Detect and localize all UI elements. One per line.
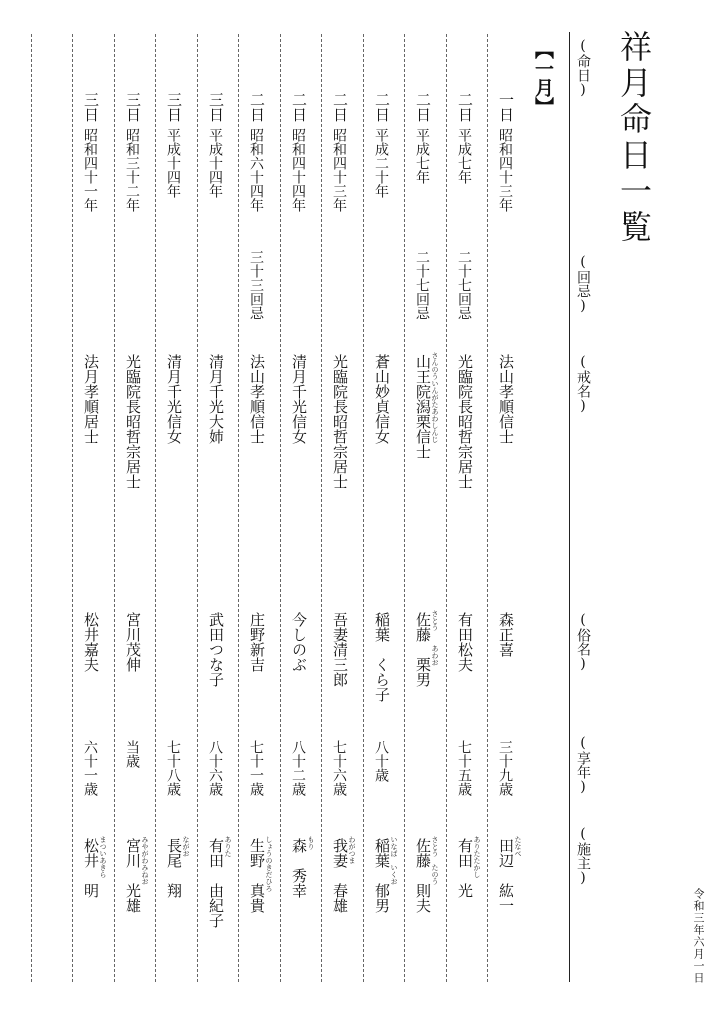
entry-kyonen: 七十一歳 — [248, 740, 264, 796]
entry-era: 平成十四年 — [165, 128, 181, 198]
entry-kaimyo: 山王院潟栗信士 — [414, 354, 432, 459]
entry-kaimyo: 法山孝順信士 — [497, 354, 515, 444]
entry-seshu: 田辺 紘一 — [497, 838, 515, 913]
row-separator — [487, 34, 488, 982]
entry-kyonen: 七十五歳 — [456, 740, 472, 796]
entry-zokumyo: 宮川茂伸 — [124, 612, 142, 672]
entry-kaimyo: 清月千光大姉 — [207, 354, 225, 444]
row-separator — [238, 34, 239, 982]
entry-day: 二日 — [290, 92, 308, 122]
entry-seshu: 生野 真貴 — [248, 838, 266, 913]
entry-zokumyo: 松井嘉夫 — [82, 612, 100, 672]
entry-day: 三日 — [165, 92, 183, 122]
entry-era: 平成七年 — [456, 128, 472, 184]
row-separator — [72, 34, 73, 982]
entry-seshu: 佐藤 則夫 — [414, 838, 432, 913]
entry-kaimyo: 法山孝順信士 — [248, 354, 266, 444]
entry-kaiki: 二十七回忌 — [414, 250, 430, 320]
entry-era: 昭和三十二年 — [124, 128, 140, 212]
entry-day: 二日 — [331, 92, 349, 122]
row-separator — [114, 34, 115, 982]
seshu-ruby: いなば いくお — [390, 836, 398, 885]
seshu-ruby: ながお — [182, 836, 190, 857]
entry-seshu: 稲葉 郁男 — [373, 838, 391, 913]
entry-kaiki: 三十三回忌 — [248, 250, 264, 320]
entry-day: 三日 — [82, 92, 100, 122]
seshu-ruby: わがつま — [348, 836, 356, 864]
entry-zokumyo: 武田つな子 — [207, 612, 225, 687]
seshu-ruby: しょうのきだひろ — [265, 836, 273, 892]
entry-zokumyo: 庄野新吉 — [248, 612, 266, 672]
entry-zokumyo: 有田松夫 — [456, 612, 474, 672]
row-separator — [404, 34, 405, 982]
document-date: 令和三年六月一日 — [692, 888, 705, 984]
entry-kyonen: 七十六歳 — [331, 740, 347, 796]
entry-seshu: 松井 明 — [82, 838, 100, 898]
seshu-ruby: さとう たのう — [431, 836, 439, 885]
entry-kaimyo: 光臨院長昭哲宗居士 — [124, 354, 142, 489]
entry-zokumyo: 森正喜 — [497, 612, 515, 657]
page-title: 祥月命日一覧 — [615, 30, 653, 246]
entry-day: 三日 — [124, 92, 142, 122]
entry-seshu: 我妻 春雄 — [331, 838, 349, 913]
entry-kyonen: 七十八歳 — [165, 740, 181, 796]
column-header-kaiki: (回忌) — [575, 254, 591, 314]
row-separator — [363, 34, 364, 982]
row-separator — [446, 34, 447, 982]
seshu-ruby: みやがわみねお — [141, 836, 149, 885]
entry-kyonen: 当歳 — [124, 740, 140, 768]
entry-era: 昭和六十四年 — [248, 128, 264, 212]
entry-kaimyo: 法月孝順居士 — [82, 354, 100, 444]
column-header-seshu: (施主) — [575, 826, 591, 886]
entry-era: 昭和四十三年 — [331, 128, 347, 212]
entry-day: 二日 — [414, 92, 432, 122]
entry-seshu: 森 秀幸 — [290, 838, 308, 898]
entry-seshu: 長尾 翔 — [165, 838, 183, 898]
entry-kyonen: 六十一歳 — [82, 740, 98, 796]
entry-kyonen: 八十六歳 — [207, 740, 223, 796]
entry-kyonen: 八十二歳 — [290, 740, 306, 796]
entry-day: 一日 — [497, 92, 515, 122]
entry-kaimyo: 清月千光信女 — [165, 354, 183, 444]
entry-kaimyo: 清月千光信女 — [290, 354, 308, 444]
entry-kaimyo: 光臨院長昭哲宗居士 — [456, 354, 474, 489]
month-heading: 【一月】 — [532, 40, 554, 116]
entry-kaimyo: 蒼山妙貞信女 — [373, 354, 391, 444]
entry-era: 平成十四年 — [207, 128, 223, 198]
entry-day: 二日 — [248, 92, 266, 122]
column-header-kaimyo: (戒名) — [575, 354, 591, 414]
kaimyo-ruby: さんのういんがたあわしんじ — [431, 352, 439, 443]
column-header-zokumyo: (俗名) — [575, 612, 591, 672]
entry-kyonen: 三十九歳 — [497, 740, 513, 796]
header-divider-line — [569, 32, 570, 982]
row-separator — [197, 34, 198, 982]
entry-zokumyo: 稲葉 くら子 — [373, 612, 391, 702]
seshu-ruby: もり — [307, 836, 315, 850]
entry-era: 昭和四十四年 — [290, 128, 306, 212]
entry-zokumyo: 今しのぶ — [290, 612, 308, 672]
entry-era: 平成二十年 — [373, 128, 389, 198]
entry-day: 二日 — [456, 92, 474, 122]
row-separator — [280, 34, 281, 982]
seshu-ruby: たなべ — [514, 836, 522, 857]
entry-kaiki: 二十七回忌 — [456, 250, 472, 320]
zokumyo-ruby: さとう あわお — [431, 610, 439, 666]
entry-seshu: 有田 由紀子 — [207, 838, 225, 928]
seshu-ruby: ありた — [224, 836, 232, 857]
entry-day: 二日 — [373, 92, 391, 122]
entry-era: 平成七年 — [414, 128, 430, 184]
column-header-kyonen: (享年) — [575, 735, 591, 795]
seshu-ruby: ありたたかし — [473, 836, 481, 878]
entry-era: 昭和四十一年 — [82, 128, 98, 212]
entry-kyonen: 八十歳 — [373, 740, 389, 782]
column-header-meinichi: (命日) — [575, 38, 591, 98]
entry-kaimyo: 光臨院長昭哲宗居士 — [331, 354, 349, 489]
entry-seshu: 有田 光 — [456, 838, 474, 898]
entry-zokumyo: 吾妻清三郎 — [331, 612, 349, 687]
entry-era: 昭和四十三年 — [497, 128, 513, 212]
seshu-ruby: まついあきら — [99, 836, 107, 878]
row-separator — [155, 34, 156, 982]
row-separator — [31, 34, 32, 982]
row-separator — [321, 34, 322, 982]
entry-seshu: 宮川 光雄 — [124, 838, 142, 913]
entry-zokumyo: 佐藤 栗男 — [414, 612, 432, 687]
entry-day: 三日 — [207, 92, 225, 122]
